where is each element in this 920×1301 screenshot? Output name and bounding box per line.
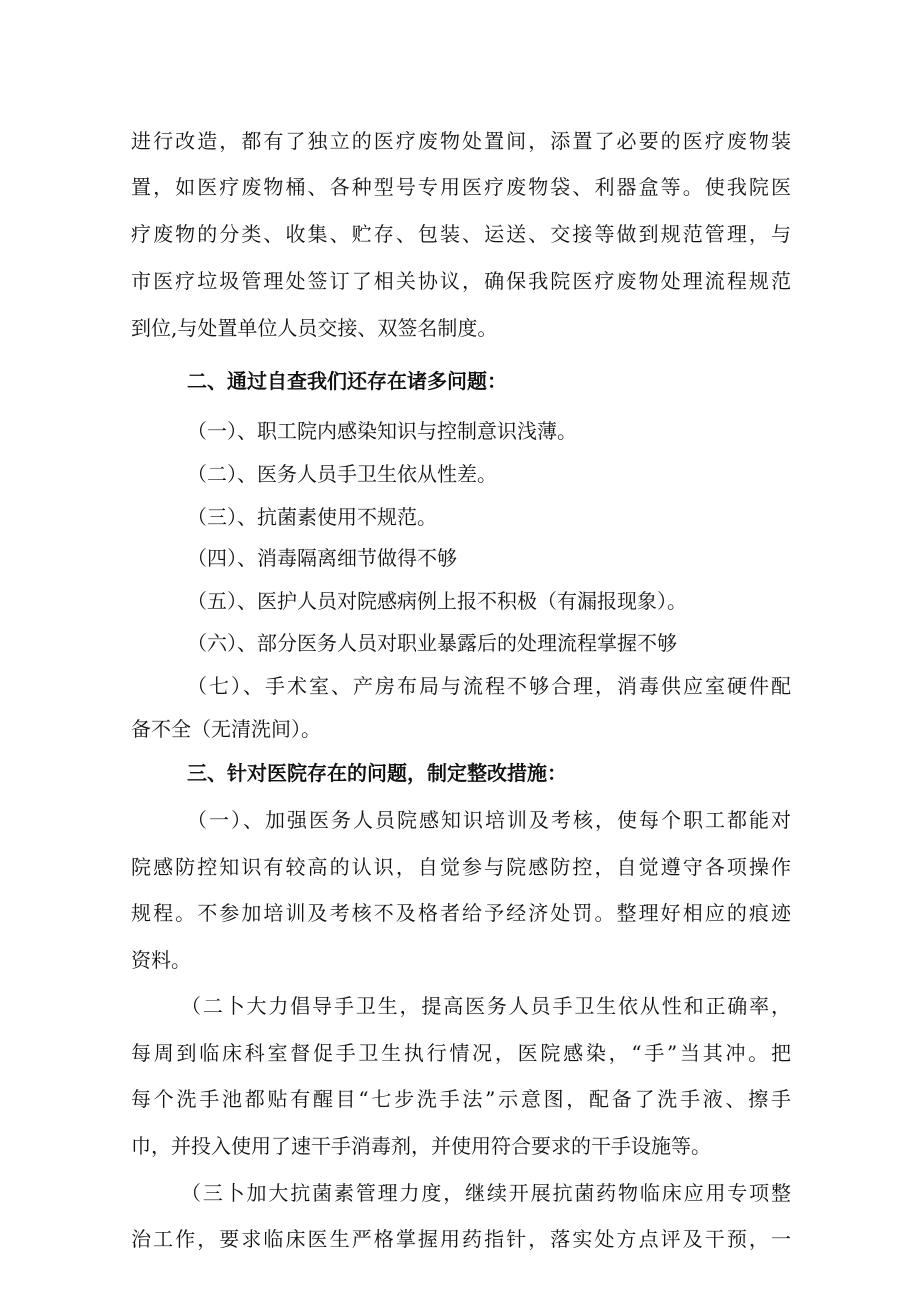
- paragraph-line: （一）、加强医务人员院感知识培训及考核，使每个职工都能对: [187, 808, 791, 832]
- paragraph-line: 到位,与处置单位人员交接、双签名制度。: [131, 316, 498, 340]
- paragraph-line: 进行改造，都有了独立的医疗废物处置间，添置了必要的医疗废物装: [131, 129, 791, 153]
- paragraph-line: （二卜大力倡导手卫生，提高医务人员手卫生依从性和正确率，: [181, 994, 791, 1018]
- list-item: （五）、医护人员对院感病例上报不积极（有漏报现象）。: [187, 589, 687, 613]
- section-heading: 二、通过自查我们还存在诸多问题：: [187, 369, 507, 393]
- paragraph-line: 巾，并投入使用了速干手消毒剂，并使用符合要求的干手设施等。: [131, 1134, 711, 1158]
- paragraph-line: 治工作，要求临床医生严格掌握用药指针，落实处方点评及干预，一: [131, 1227, 791, 1251]
- paragraph-line: 资料。: [131, 948, 191, 972]
- list-item: （六）、部分医务人员对职业暴露后的处理流程掌握不够: [187, 631, 677, 655]
- paragraph-line: 每个洗手池都贴有醒目“七步洗手法”示意图，配备了洗手液、擦手: [131, 1087, 791, 1111]
- section-heading: 三、针对医院存在的问题，制定整改措施：: [187, 761, 567, 785]
- list-item: 备不全（无清洗间）。: [131, 717, 321, 741]
- list-item: （三）、抗菌素使用不规范。: [187, 505, 437, 529]
- paragraph-line: 院感防控知识有较高的认识，自觉参与院感防控，自觉遵守各项操作: [131, 855, 791, 879]
- paragraph-line: （三卜加大抗菌素管理力度，继续开展抗菌药物临床应用专项整: [181, 1181, 791, 1205]
- list-item: （四）、消毒隔离细节做得不够: [187, 546, 457, 570]
- paragraph-line: 市医疗垃圾管理处签订了相关协议，确保我院医疗废物处理流程规范: [131, 269, 791, 293]
- paragraph-line: 疗废物的分类、收集、贮存、包装、运送、交接等做到规范管理，与: [131, 222, 791, 246]
- paragraph-line: 规程。不参加培训及考核不及格者给予经济处罚。整理好相应的痕迹: [131, 901, 791, 925]
- list-item: （一）、职工院内感染知识与控制意识浅薄。: [187, 419, 577, 443]
- list-item: （七）、手术室、产房布局与流程不够合理，消毒供应室硬件配: [187, 674, 791, 698]
- list-item: （二）、医务人员手卫生依从性差。: [187, 462, 497, 486]
- paragraph-line: 每周到临床科室督促手卫生执行情况，医院感染，“手”当其冲。把: [131, 1041, 791, 1065]
- paragraph-line: 置，如医疗废物桶、各种型号专用医疗废物袋、利器盒等。使我院医: [131, 175, 791, 199]
